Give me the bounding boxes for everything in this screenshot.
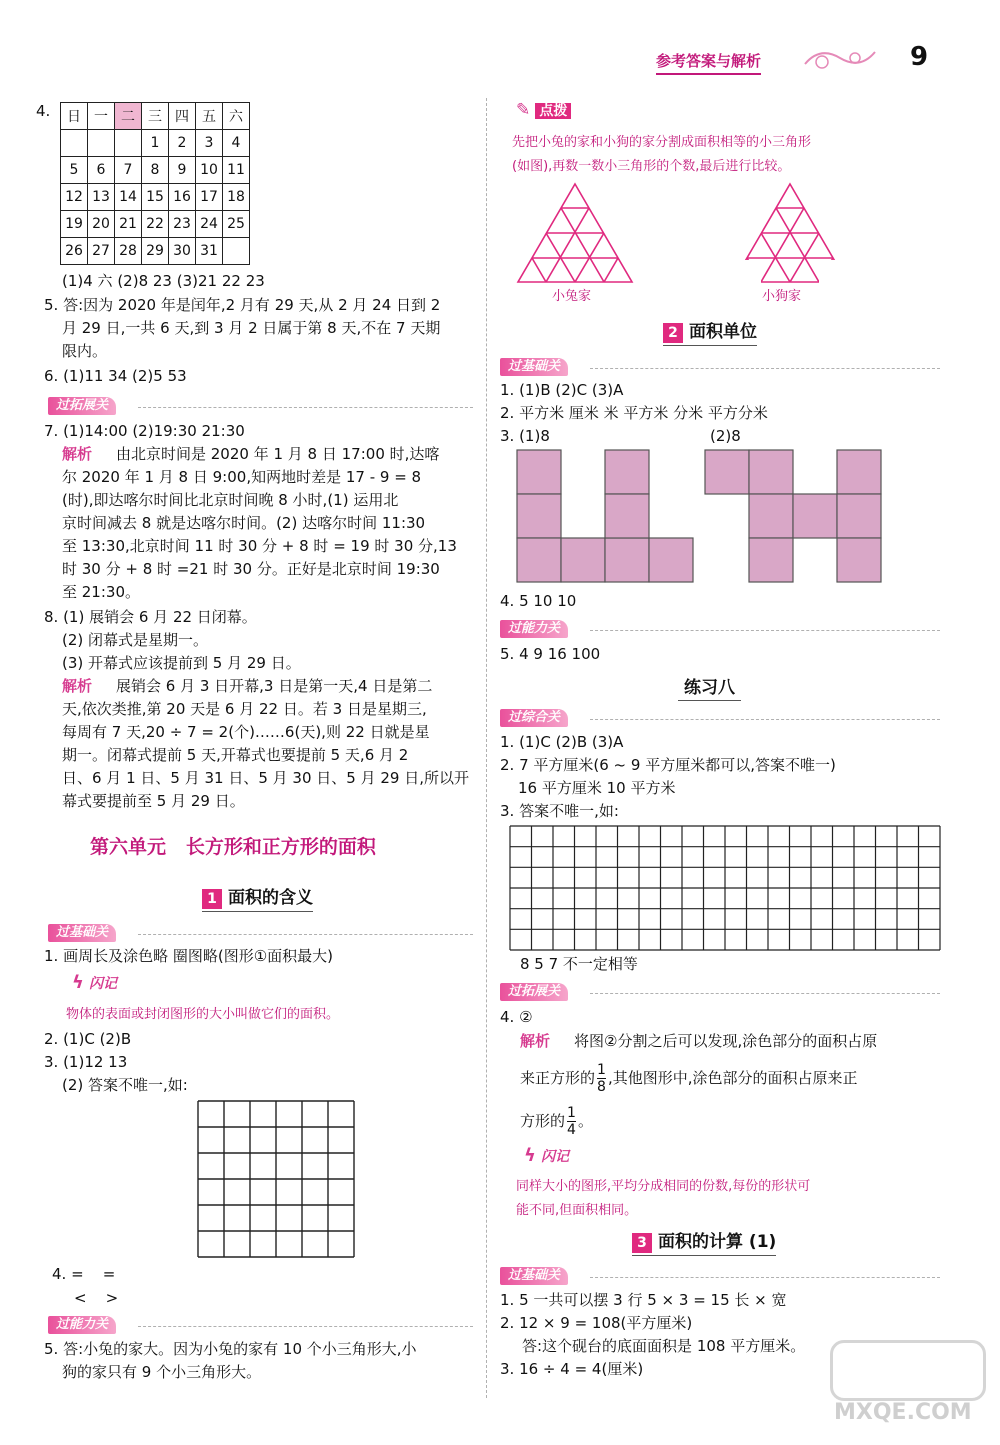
calendar-row xyxy=(61,211,250,238)
fraction-one-quarter xyxy=(567,1105,576,1138)
calendar-cell: 2 xyxy=(169,130,196,157)
calendar-cell: 23 xyxy=(169,211,196,238)
s1-q3: 3. (1)12 13 xyxy=(44,1053,128,1071)
calendar-cell: 27 xyxy=(88,238,115,265)
e8-q1: 1. (1)C (2)B (3)A xyxy=(500,733,624,751)
q7-answer: 7. (1)14:00 (2)19:30 21:30 xyxy=(44,422,245,440)
s3-q2b: 答:这个砚台的底面面积是 108 平方厘米。 xyxy=(522,1337,806,1355)
fraction-denominator: 4 xyxy=(567,1122,576,1138)
calendar-cell: 1 xyxy=(142,130,169,157)
calendar-head-cell: 日 xyxy=(61,103,88,130)
section-2-title: 面积单位 xyxy=(689,322,757,342)
q5-line3: 限内。 xyxy=(62,342,108,360)
calendar-cell: 16 xyxy=(169,184,196,211)
q4-label: 4. xyxy=(36,102,51,120)
calendar-cell: 4 xyxy=(223,130,250,157)
calendar-cell xyxy=(88,130,115,157)
s1-q1: 1. 画周长及涂色略 圈图略(图形①面积最大) xyxy=(44,947,334,965)
calendar-head-cell: 一 xyxy=(88,103,115,130)
calendar-row xyxy=(61,184,250,211)
shanji-label: 闪记 xyxy=(88,976,117,992)
calendar-cell: 14 xyxy=(115,184,142,211)
fraction-numerator: 1 xyxy=(567,1105,576,1121)
calendar-cell: 12 xyxy=(61,184,88,211)
tag-jichu-2: 过基础关 xyxy=(500,358,568,376)
calendar-head-cell: 二 xyxy=(115,103,142,130)
calendar-cell: 20 xyxy=(88,211,115,238)
section-2-heading xyxy=(663,320,757,346)
calendar-cell: 5 xyxy=(61,157,88,184)
pencil-icon: ✎ xyxy=(516,100,531,120)
dog-house-figure xyxy=(725,180,855,290)
calendar-cell: 29 xyxy=(142,238,169,265)
dog-house-label: 小狗家 xyxy=(762,289,802,304)
tag-tuozhan-1: 过拓展关 xyxy=(48,397,116,415)
e8-q3: 3. 答案不唯一,如: xyxy=(500,802,619,820)
s1-q3b: (2) 答案不唯一,如: xyxy=(62,1076,188,1094)
q8-explain-4: 期一。闭幕式提前 5 天,开幕式也要提前 5 天,6 月 2 xyxy=(62,746,409,764)
hint-line2: (如图),再数一数小三角形的个数,最后进行比较。 xyxy=(512,159,791,174)
q8-part1: 8. (1) 展销会 6 月 22 日闭幕。 xyxy=(44,608,257,626)
column-divider xyxy=(486,98,487,1398)
divider-line xyxy=(590,719,940,720)
s2-q3b: (2)8 xyxy=(710,427,741,445)
q8-explain-2: 天,依次类推,第 20 天是 6 月 22 日。若 3 日是星期三, xyxy=(62,700,427,718)
calendar-head-cell: 五 xyxy=(196,103,223,130)
q8-explain-1: 展销会 6 月 3 日开幕,3 日是第一天,4 日是第二 xyxy=(116,677,433,695)
memo2-line2: 能不同,但面积相同。 xyxy=(516,1203,638,1218)
s1-q5-line1: 5. 答:小兔的家大。因为小兔的家有 10 个小三角形大,小 xyxy=(44,1340,417,1358)
e8-explain-2 xyxy=(520,1060,857,1096)
q8-part3: (3) 开幕式应该提前到 5 月 29 日。 xyxy=(62,654,301,672)
section-3-number: 3 xyxy=(632,1233,652,1253)
calendar-head-cell: 四 xyxy=(169,103,196,130)
calendar-cell: 26 xyxy=(61,238,88,265)
tag-nengli-1: 过能力关 xyxy=(48,1316,116,1334)
watermark-text: MXQE.COM xyxy=(834,1400,972,1425)
header-decoration-icon xyxy=(800,44,880,74)
tag-jichu-3: 过基础关 xyxy=(500,1267,568,1285)
q6-answer: 6. (1)11 34 (2)5 53 xyxy=(44,367,187,385)
s2-q3a: 3. (1)8 xyxy=(500,427,550,445)
s2-q2: 2. 平方米 厘米 米 平方米 分米 平方分米 xyxy=(500,404,768,422)
calendar-row xyxy=(61,157,250,184)
grid-answer-right xyxy=(508,824,942,952)
dianbo-label: 点拨 xyxy=(535,103,571,119)
shape-1-figure xyxy=(515,448,697,588)
section-1-heading xyxy=(202,886,313,912)
calendar-cell xyxy=(61,130,88,157)
section-1-title: 面积的含义 xyxy=(228,888,313,908)
unit-title: 第六单元 长方形和正方形的面积 xyxy=(90,836,376,858)
e8-explain-1: 将图②分割之后可以发现,涂色部分的面积占原 xyxy=(574,1032,878,1050)
tag-tuozhan-2: 过拓展关 xyxy=(500,983,568,1001)
q7-explain-6: 时 30 分 + 8 时 =21 时 30 分。正好是北京时间 19:30 xyxy=(62,560,440,578)
fraction-one-eighth xyxy=(597,1062,606,1095)
q8-jiexi-label: 解析 xyxy=(62,677,93,695)
q7-explain-7: 至 21:30。 xyxy=(62,583,140,601)
section-3-heading xyxy=(632,1230,776,1256)
e8-q3-answer: 8 5 7 不一定相等 xyxy=(520,955,638,973)
q8-explain-6: 幕式要提前至 5 月 29 日。 xyxy=(62,792,245,810)
divider-line xyxy=(138,1326,473,1327)
tag-nengli-2: 过能力关 xyxy=(500,620,568,638)
q4-answer: (1)4 六 (2)8 23 (3)21 22 23 xyxy=(62,272,265,290)
tag-jichu-1: 过基础关 xyxy=(48,924,116,942)
header-title: 参考答案与解析 xyxy=(656,50,761,75)
s1-q4b: < > xyxy=(74,1289,119,1307)
divider-line xyxy=(590,1277,940,1278)
shanji-label: 闪记 xyxy=(540,1149,569,1165)
calendar-cell: 8 xyxy=(142,157,169,184)
page-header xyxy=(590,40,990,80)
s3-q2a: 2. 12 × 9 = 108(平方厘米) xyxy=(500,1314,693,1332)
shanji-badge-1 xyxy=(72,972,117,993)
q8-explain-5: 日、6 月 1 日、5 月 31 日、5 月 30 日、5 月 29 日,所以开 xyxy=(62,769,469,787)
section-3-title: 面积的计算 (1) xyxy=(658,1232,777,1252)
rabbit-house-figure xyxy=(510,180,640,290)
s1-q2: 2. (1)C (2)B xyxy=(44,1030,132,1048)
calendar-cell: 13 xyxy=(88,184,115,211)
lightning-icon: ϟ xyxy=(72,972,84,993)
lightning-icon: ϟ xyxy=(524,1145,536,1166)
calendar-head-cell: 三 xyxy=(142,103,169,130)
q7-explain-5: 至 13:30,北京时间 11 时 30 分 + 8 时 = 19 时 30 分,13 xyxy=(62,537,457,555)
divider-line xyxy=(138,934,473,935)
s3-q3: 3. 16 ÷ 4 = 4(厘米) xyxy=(500,1360,644,1378)
s3-q1: 1. 5 一共可以摆 3 行 5 × 3 = 15 长 × 宽 xyxy=(500,1291,787,1309)
rabbit-house-label: 小兔家 xyxy=(552,289,592,304)
divider-line xyxy=(590,993,940,994)
tag-zonghe: 过综合关 xyxy=(500,709,568,727)
q5-line1: 5. 答:因为 2020 年是闰年,2 月有 29 天,从 2 月 24 日到 2 xyxy=(44,296,441,314)
divider-line xyxy=(590,368,940,369)
e8-explain-2-b: ,其他图形中,涂色部分的面积占原来正 xyxy=(607,1069,858,1087)
grid-answer-left xyxy=(197,1100,359,1260)
calendar-cell xyxy=(115,130,142,157)
page-number: 9 xyxy=(910,42,929,72)
calendar-head-cell: 六 xyxy=(223,103,250,130)
s1-q5-line2: 狗的家只有 9 个小三角形大。 xyxy=(62,1363,262,1381)
fraction-denominator: 8 xyxy=(597,1079,606,1095)
calendar-cell: 25 xyxy=(223,211,250,238)
calendar-cell: 17 xyxy=(196,184,223,211)
e8-explain-3 xyxy=(520,1103,593,1139)
s2-q1: 1. (1)B (2)C (3)A xyxy=(500,381,624,399)
calendar-cell: 19 xyxy=(61,211,88,238)
calendar-cell: 30 xyxy=(169,238,196,265)
calendar-cell: 9 xyxy=(169,157,196,184)
calendar-cell: 22 xyxy=(142,211,169,238)
fraction-numerator: 1 xyxy=(597,1062,606,1078)
shape-2-figure xyxy=(703,448,885,588)
calendar-cell: 28 xyxy=(115,238,142,265)
calendar-row xyxy=(61,130,250,157)
calendar-cell: 24 xyxy=(196,211,223,238)
memo2-line1: 同样大小的图形,平均分成相同的份数,每份的形状可 xyxy=(516,1179,811,1194)
e8-q2a: 2. 7 平方厘米(6 ~ 9 平方厘米都可以,答案不唯一) xyxy=(500,756,836,774)
calendar-cell: 21 xyxy=(115,211,142,238)
e8-explain-3-a: 方形的 xyxy=(520,1112,566,1130)
calendar-cell: 15 xyxy=(142,184,169,211)
divider-line xyxy=(590,630,940,631)
e8-explain-3-b: 。 xyxy=(577,1112,593,1130)
s2-q4: 4. 5 10 10 xyxy=(500,592,577,610)
section-2-number: 2 xyxy=(663,323,683,343)
watermark-icon xyxy=(830,1340,986,1401)
q7-explain-2: 尔 2020 年 1 月 8 日 9:00,知两地时差是 17 - 9 = 8 xyxy=(62,468,422,486)
watermark-logo xyxy=(820,1340,990,1435)
hint-line1: 先把小兔的家和小狗的家分割成面积相等的小三角形 xyxy=(512,135,812,150)
e8-q2b: 16 平方厘米 10 平方米 xyxy=(518,779,676,797)
q8-part2: (2) 闭幕式是星期一。 xyxy=(62,631,209,649)
divider-line xyxy=(138,407,473,408)
calendar-row xyxy=(61,238,250,265)
q7-explain-1: 由北京时间是 2020 年 1 月 8 日 17:00 时,达喀 xyxy=(116,445,440,463)
calendar-cell: 31 xyxy=(196,238,223,265)
dianbo-badge xyxy=(516,100,571,120)
calendar-cell: 7 xyxy=(115,157,142,184)
exercise-8-title: 练习八 xyxy=(678,673,741,701)
calendar-table xyxy=(60,102,250,265)
q7-explain-3: (时),即达喀尔时间比北京时间晚 8 小时,(1) 运用北 xyxy=(62,491,399,509)
s1-q4a: 4. = = xyxy=(52,1265,116,1283)
calendar-cell: 11 xyxy=(223,157,250,184)
e8-jiexi-label: 解析 xyxy=(520,1032,551,1050)
section-1-number: 1 xyxy=(202,889,222,909)
calendar-head-row xyxy=(61,103,250,130)
q5-line2: 月 29 日,一共 6 天,到 3 月 2 日属于第 8 天,不在 7 天期 xyxy=(62,319,441,337)
calendar-cell: 3 xyxy=(196,130,223,157)
q7-jiexi-label: 解析 xyxy=(62,445,93,463)
q8-explain-3: 每周有 7 天,20 ÷ 7 = 2(个)……6(天),则 22 日就是星 xyxy=(62,723,430,741)
calendar-cell xyxy=(223,238,250,265)
calendar-cell: 18 xyxy=(223,184,250,211)
s2-q5: 5. 4 9 16 100 xyxy=(500,645,601,663)
e8-q4: 4. ② xyxy=(500,1008,533,1026)
s1-memo: 物体的表面或封闭图形的大小叫做它们的面积。 xyxy=(66,1007,340,1022)
calendar-cell: 6 xyxy=(88,157,115,184)
q7-explain-4: 京时间减去 8 就是达喀尔时间。(2) 达喀尔时间 11:30 xyxy=(62,514,426,532)
shanji-badge-2 xyxy=(524,1145,569,1166)
calendar-cell: 10 xyxy=(196,157,223,184)
e8-explain-2-a: 来正方形的 xyxy=(520,1069,596,1087)
